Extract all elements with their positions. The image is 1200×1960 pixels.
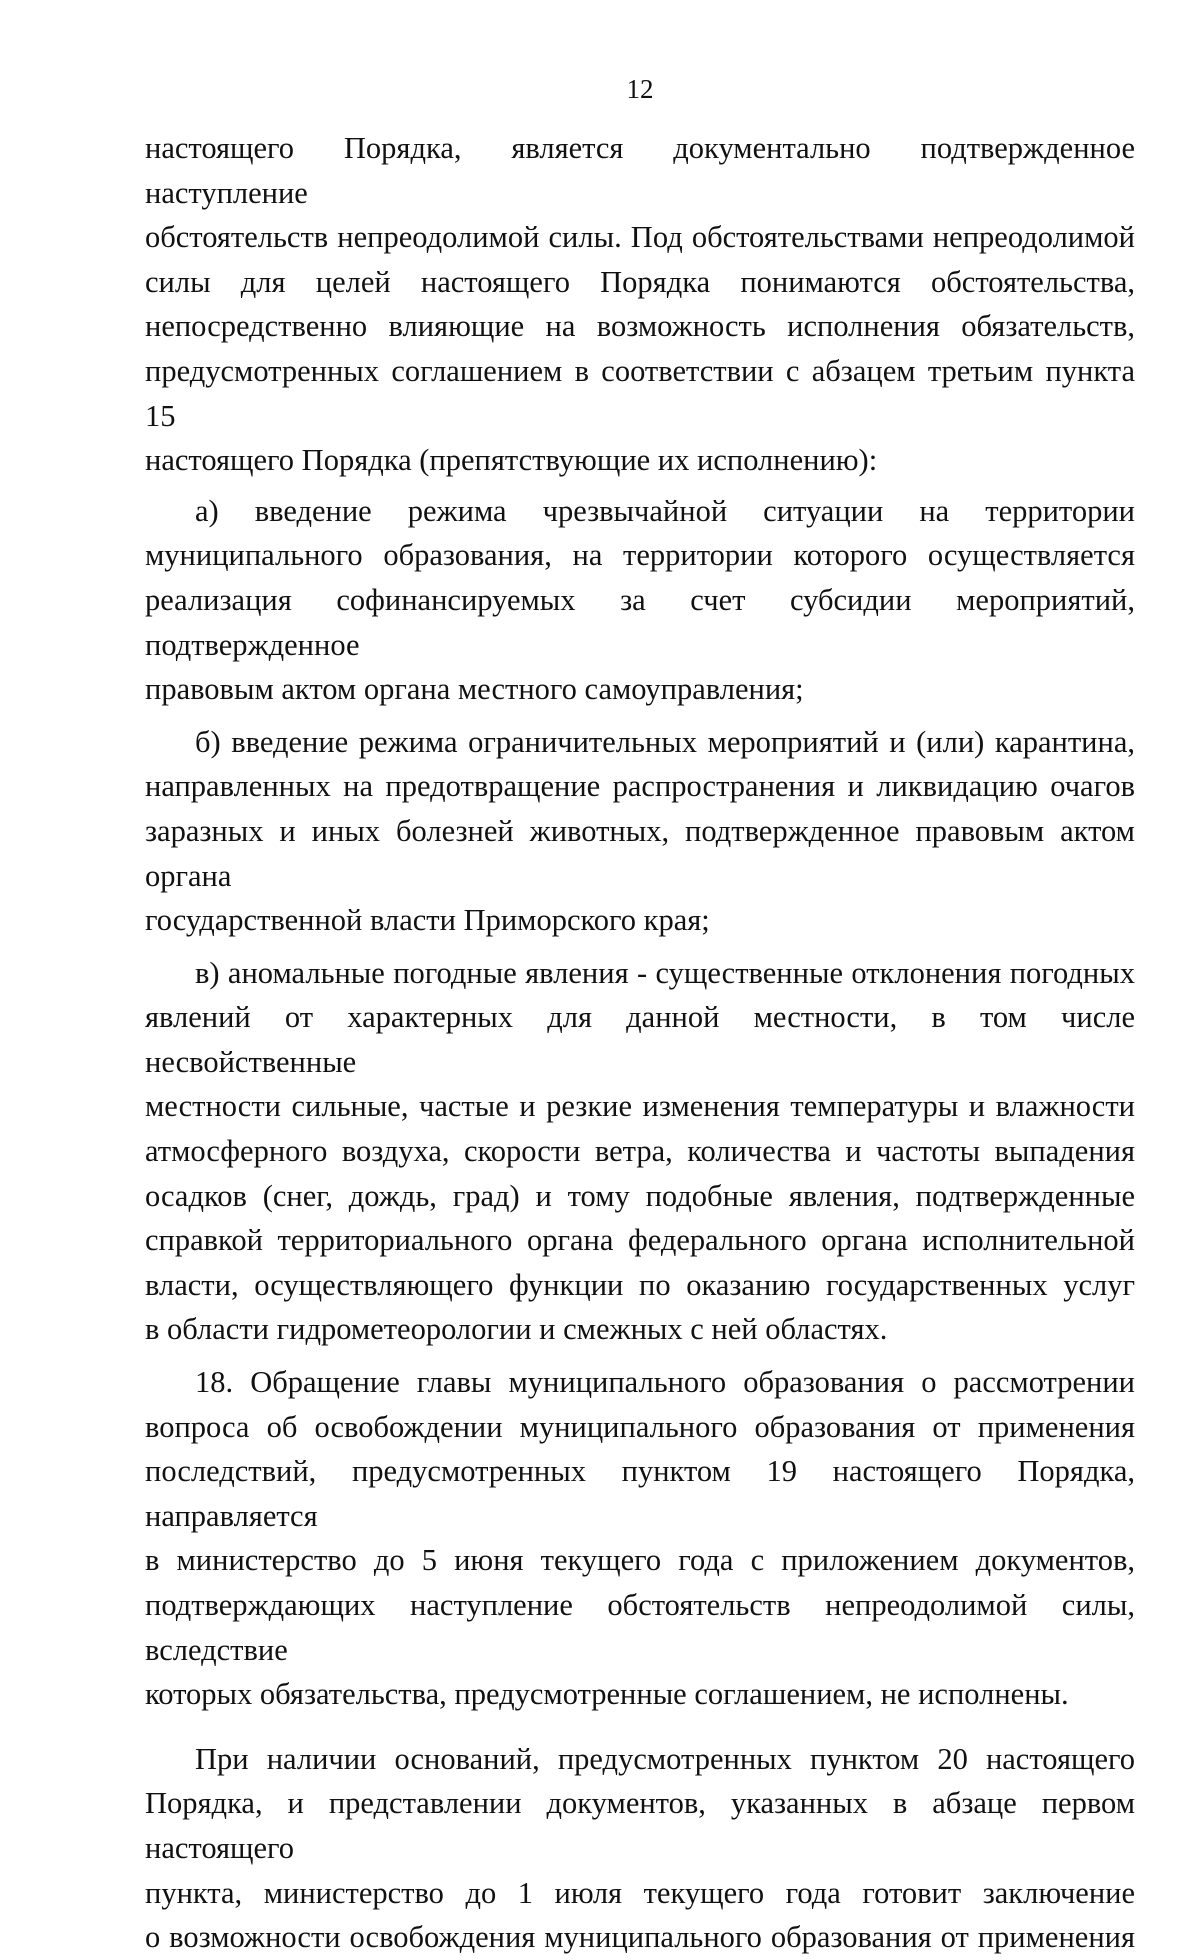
text-line: муниципального образования, на территории которого осуществляется	[145, 538, 1135, 573]
text-line: справкой территориального органа федерального органа исполнительной	[145, 1223, 1135, 1258]
text-line: настоящего Порядка, является документально подтвержденное наступление	[145, 131, 1135, 210]
text-line: подтверждающих наступление обстоятельств непреодолимой силы, вследствие	[145, 1588, 1135, 1667]
text-line: о возможности освобождения муниципального образования от применения	[145, 1920, 1135, 1955]
text-line: вопроса об освобождении муниципального образования от применения	[145, 1409, 1135, 1444]
text-line: местности сильные, частые и резкие изменения температуры и влажности	[145, 1089, 1135, 1124]
section-18-line: 18. Обращение главы муниципального образования о рассмотрении	[195, 1365, 1135, 1400]
text-line: власти, осуществляющего функции по оказанию государственных услуг	[145, 1267, 1135, 1302]
text-line: в области гидрометеорологии и смежных с ней областях.	[145, 1312, 888, 1347]
list-item-c-line: в) аномальные погодные явления - существенные отклонения погодных	[195, 955, 1135, 990]
paragraph-start-line: При наличии оснований, предусмотренных пунктом 20 настоящего	[195, 1741, 1135, 1776]
page-number: 12	[626, 74, 654, 104]
text-line: которых обязательства, предусмотренные соглашением, не исполнены.	[145, 1677, 1069, 1712]
text-line: осадков (снег, дождь, град) и тому подобные явления, подтвержденные	[145, 1178, 1135, 1213]
text-line: Порядка, и представлении документов, указанных в абзаце первом настоящего	[145, 1786, 1135, 1865]
text-line: атмосферного воздуха, скорости ветра, количества и частоты выпадения	[145, 1134, 1135, 1169]
text-line: правовым актом органа местного самоуправления;	[145, 672, 804, 707]
text-line: последствий, предусмотренных пунктом 19 настоящего Порядка, направляется	[145, 1454, 1135, 1533]
text-line: настоящего Порядка (препятствующие их исполнению):	[145, 443, 878, 478]
list-item-b-line: б) введение режима ограничительных мероприятий и (или) карантина,	[195, 724, 1135, 759]
text-line: направленных на предотвращение распространения и ликвидацию очагов	[145, 769, 1135, 804]
text-line: заразных и иных болезней животных, подтвержденное правовым актом органа	[145, 813, 1135, 893]
text-line: реализация софинансируемых за счет субсидии мероприятий, подтвержденное	[145, 582, 1135, 662]
list-item-a-line: а) введение режима чрезвычайной ситуации на территории	[195, 493, 1135, 528]
text-line: пункта, министерство до 1 июля текущего года готовит заключение	[145, 1875, 1135, 1910]
text-line: силы для целей настоящего Порядка понимаются обстоятельства,	[145, 264, 1135, 299]
text-line: явлений от характерных для данной местности, в том числе несвойственные	[145, 1000, 1135, 1079]
text-line: непосредственно влияющие на возможность исполнения обязательств,	[145, 309, 1135, 344]
text-line: государственной власти Приморского края;	[145, 903, 710, 938]
text-line: обстоятельств непреодолимой силы. Под обстоятельствами непреодолимой	[145, 220, 1135, 255]
text-line: предусмотренных соглашением в соответствии с абзацем третьим пункта 15	[145, 353, 1135, 433]
text-line: в министерство до 5 июня текущего года с приложением документов,	[145, 1543, 1135, 1578]
document-body	[145, 126, 1135, 1960]
